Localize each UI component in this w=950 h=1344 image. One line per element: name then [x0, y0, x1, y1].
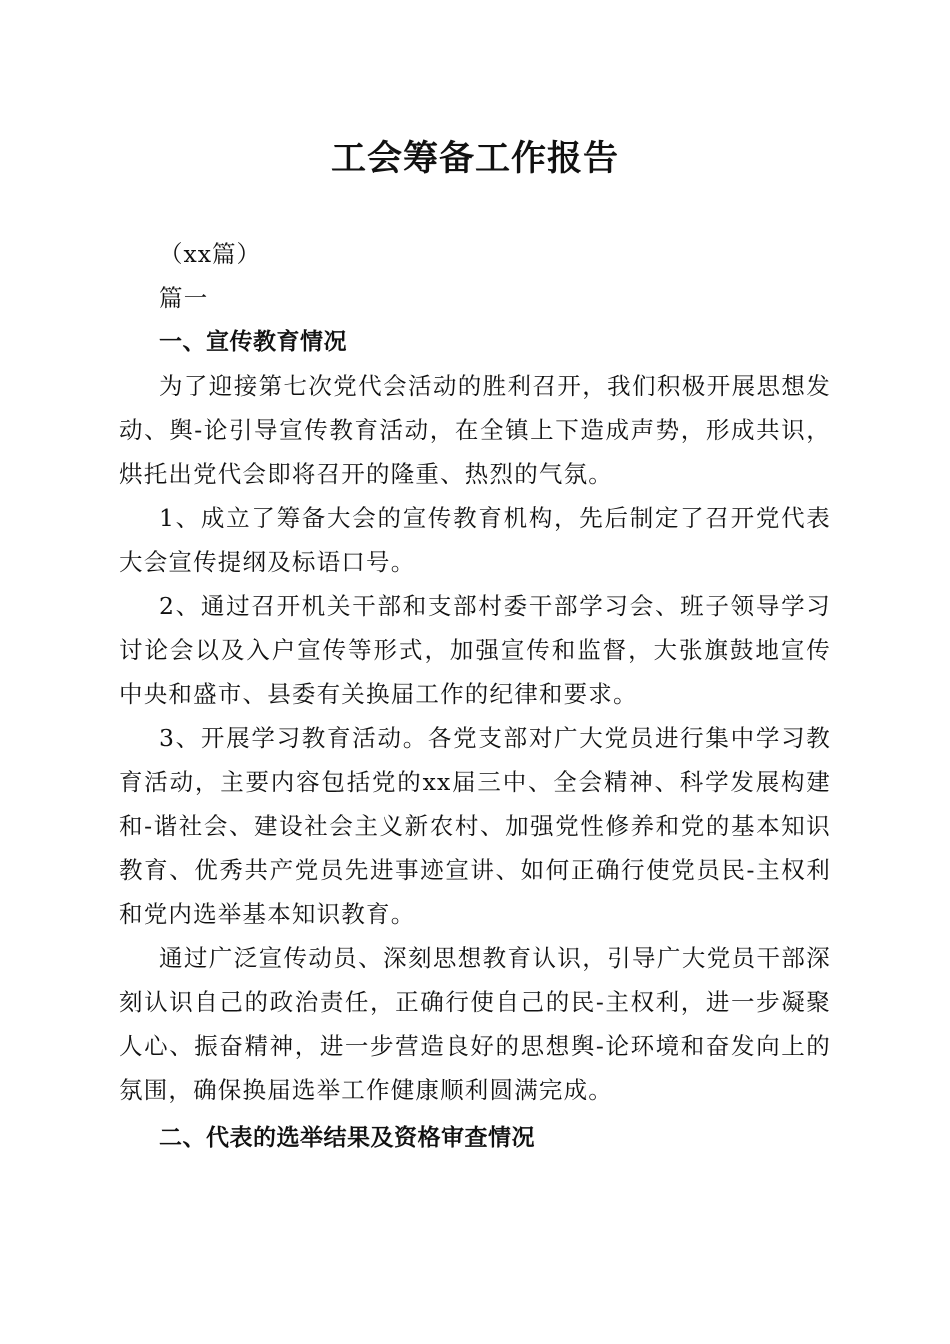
paragraph-intro: 为了迎接第七次党代会活动的胜利召开，我们积极开展思想发动、舆-论引导宣传教育活动，在全镇上下造成声势，形成共识，烘托出党代会即将召开的隆重、热烈的气氛。	[119, 372, 831, 488]
paragraph-item-1: 1、成立了筹备大会的宣传教育机构，先后制定了召开党代表大会宣传提纲及标语口号。	[119, 504, 831, 576]
paragraph-summary: 通过广泛宣传动员、深刻思想教育认识，引导广大党员干部深刻认识自己的政治责任，正确行使自己的民-主权利，进一步凝聚人心、振奋精神，进一步营造良好的思想舆-论环境和奋发向上的氛围，确保换届选举工作健康顺利圆满完成。	[119, 944, 831, 1104]
paragraph-item-3: 3、开展学习教育活动。各党支部对广大党员进行集中学习教育活动，主要内容包括党的xx届三中、全会精神、科学发展构建和-谐社会、建设社会主义新农村、加强党性修养和党的基本知识教育、优秀共产党员先进事迹宣讲、如何正确行使党员民-主权利和党内选举基本知识教育。	[119, 724, 831, 928]
document-title: 工会筹备工作报告	[330, 138, 619, 179]
section-heading-election: 二、代表的选举结果及资格审查情况	[159, 1125, 535, 1151]
article-count-note: （xx篇）	[159, 240, 262, 268]
document-body	[119, 232, 831, 1160]
section-heading-publicity: 一、宣传教育情况	[159, 329, 347, 355]
part-label: 篇一	[159, 284, 209, 312]
paragraph-item-2: 2、通过召开机关干部和支部村委干部学习会、班子领导学习讨论会以及入户宣传等形式，加强宣传和监督，大张旗鼓地宣传中央和盛市、县委有关换届工作的纪律和要求。	[119, 592, 831, 708]
